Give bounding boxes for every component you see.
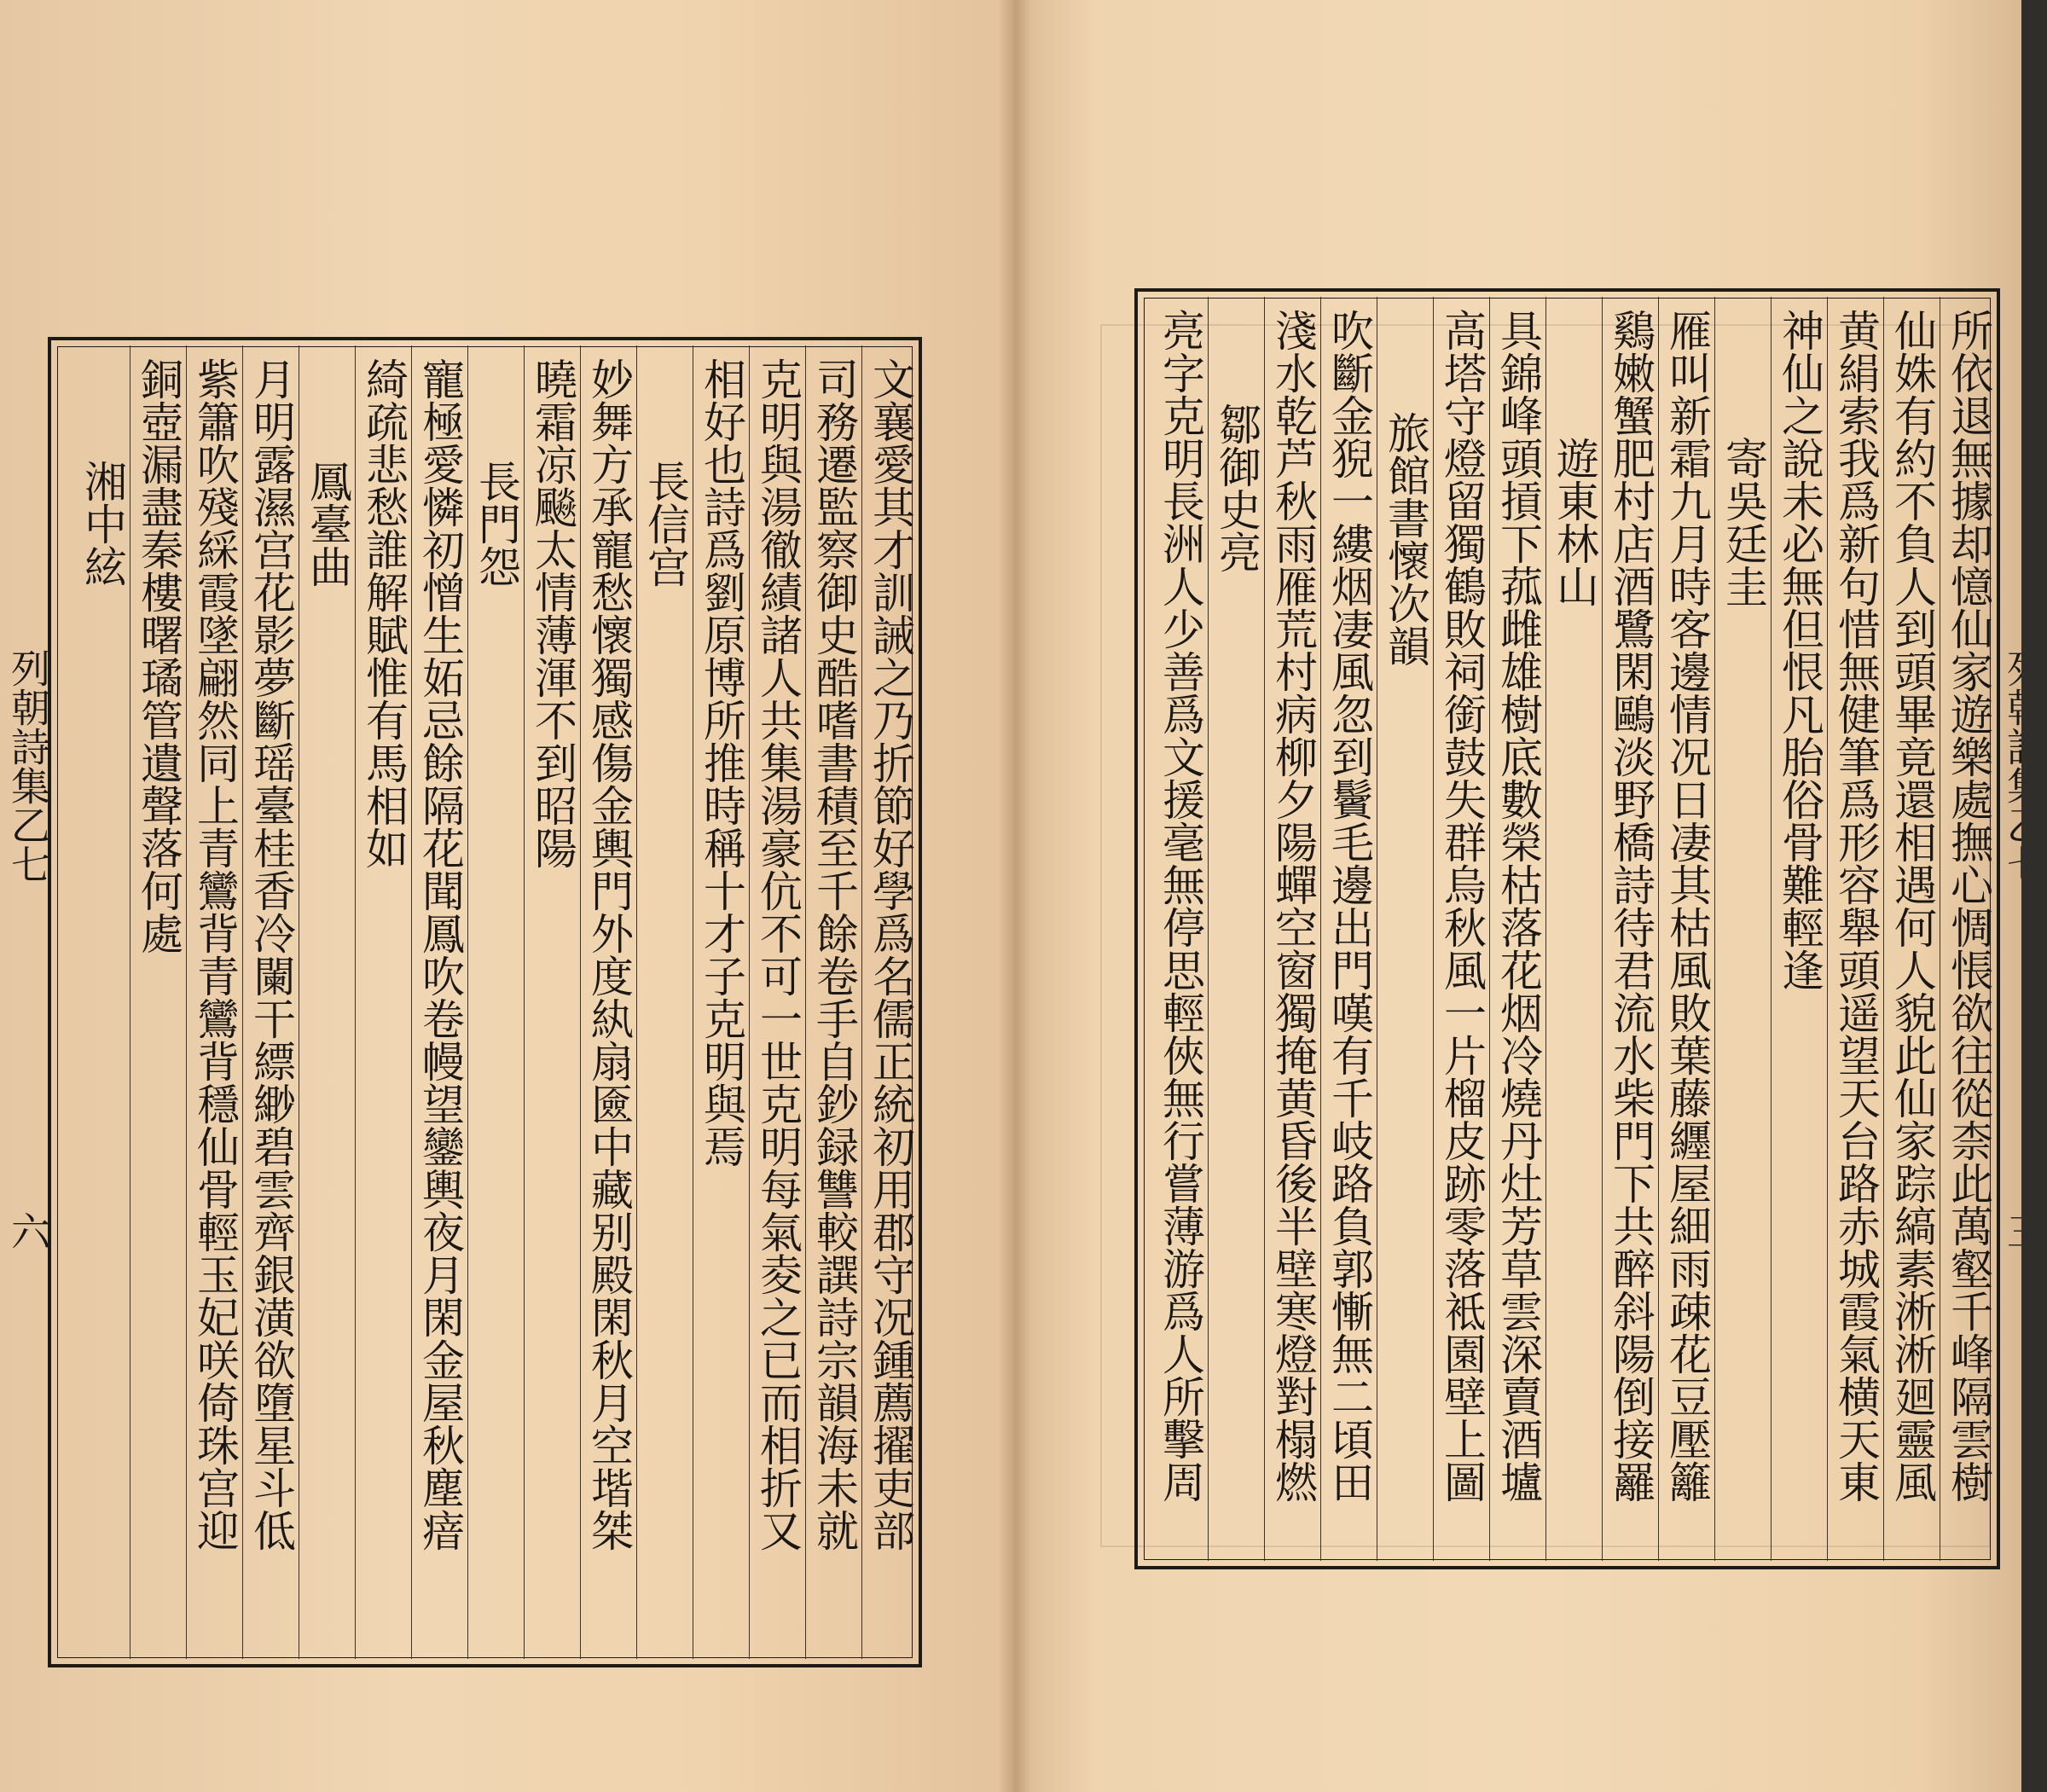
text-column: 淺水乾芦秋雨雁荒村病柳夕陽蟬空窗獨掩黄昏後半壁寒燈對榻燃 [1268, 309, 1318, 1503]
text-column: 仙姝有約不負人到頭畢竟還相遇何人貌此仙家踪縞素淅淅廻靈風 [1888, 309, 1937, 1503]
text-column: 綺疏悲愁誰解賦惟有馬相如 [359, 357, 409, 869]
left-text-frame [48, 337, 922, 1667]
text-column: 月明露濕宫花影夢斷瑶臺桂香冷闌干縹緲碧雲齊銀潢欲墮星斗低 [246, 357, 296, 1551]
left-page [0, 0, 1015, 1792]
right-text-frame [1134, 288, 2000, 1569]
text-column: 曉霜凉飈太情薄渾不到昭陽 [528, 357, 577, 869]
poem-title: 寄吳廷圭 [1719, 437, 1768, 607]
text-column: 神仙之說未必無但恨凡胎俗骨難輕逢 [1775, 309, 1824, 991]
text-column: 妙舞方承寵愁懷獨感傷金輿門外度紈扇匳中藏别殿閑秋月空堦桀 [584, 357, 634, 1551]
text-column: 具錦峰頭摃下菰雌雄樹底數榮枯落花烟冷燒丹灶芳草雲深賣酒壚 [1493, 309, 1543, 1503]
text-column: 吹斷金猊一縷烟凄風忽到鬢毛邊出門嘆有千岐路負郭慚無二頃田 [1325, 309, 1374, 1503]
text-column: 紫簫吹殘綵霞墜翩然同上青鸞背青鸞背穩仙骨輕玉妃咲倚珠宫迎 [190, 357, 240, 1551]
text-column: 克明與湯徹績諸人共集湯豪伉不可一世克明每氣夌之已而相折又 [753, 357, 803, 1551]
left-margin-folio: 六 [5, 1211, 51, 1250]
text-column: 寵極愛憐初憎生妬忌餘隔花聞鳳吹卷幔望鑾輿夜月閑金屋秋塵瘖 [415, 357, 465, 1551]
text-column: 文襄愛其才訓誡之乃折節好學爲名儒正統初用郡守况鍾薦擢吏部 [866, 357, 915, 1551]
text-column: 雁叫新霜九月時客邊情况日凄其枯風敗葉藤纒屋細雨疎花豆壓籬 [1662, 309, 1712, 1503]
text-column: 司務遷監察御史酷嗜書積至千餘卷手自鈔録讐較譔詩宗韻海未就 [809, 357, 859, 1551]
poem-title: 長門怨 [472, 460, 521, 588]
left-margin-title: 列朝詩集乙七 [5, 648, 51, 884]
text-column: 銅壺漏盡秦樓曙璚管遺聲落何處 [134, 357, 183, 954]
poem-title: 旅館書懷次韻 [1381, 411, 1430, 667]
text-column: 黄絹索我爲新句惜無健筆爲形容舉頭遥望天台路赤城霞氣横天東 [1831, 309, 1881, 1503]
author-heading: 鄒御史亮 [1212, 403, 1261, 573]
poem-title: 遊東林山 [1550, 437, 1599, 607]
text-column: 鷄嫩蟹肥村店酒鷺閑鷗淡野橋詩待君流水柴門下共醉斜陽倒接䍦 [1606, 309, 1656, 1503]
right-background-edge [2021, 0, 2047, 1792]
poem-title: 鳳臺曲 [303, 460, 352, 588]
book-gutter [998, 0, 1032, 1792]
text-column: 相好也詩爲劉原博所推時稱十才子克明與焉 [697, 357, 746, 1168]
text-column: 亮字克明長洲人少善爲文援毫無停思輕俠無行嘗薄游爲人所擊周 [1156, 309, 1205, 1503]
poem-title: 長信宫 [641, 460, 690, 588]
text-column: 高塔守燈留獨鶴敗祠銜鼓失群烏秋風一片榴皮跡零落袛園壁上圖 [1437, 309, 1487, 1503]
text-column: 所依退無據却憶仙家遊樂處撫心惆悵欲往從柰此萬壑千峰隔雲樹 [1944, 309, 1993, 1503]
poem-title: 湘中絃 [78, 460, 127, 588]
